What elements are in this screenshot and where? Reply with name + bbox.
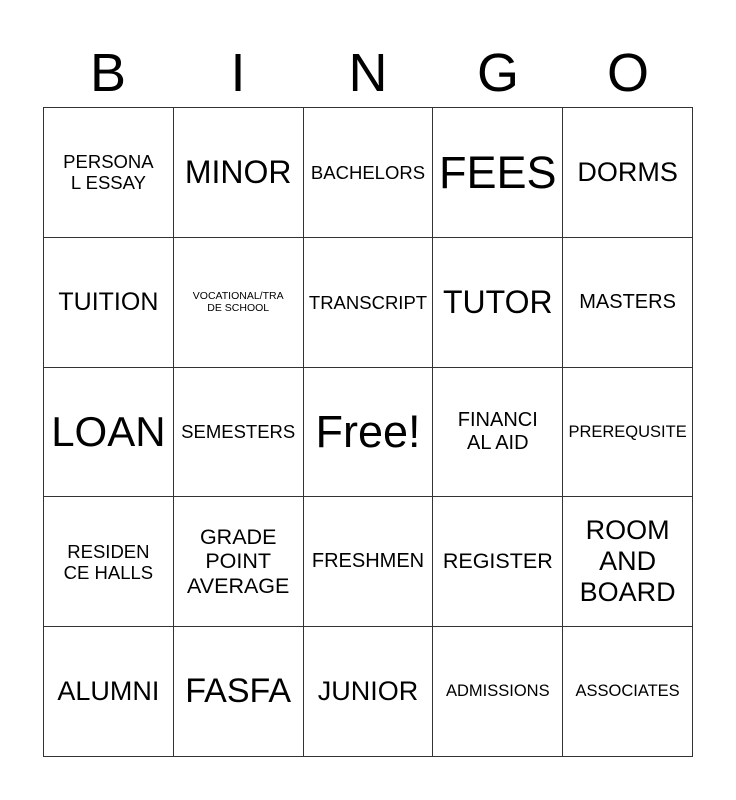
bingo-cell[interactable]: ROOM AND BOARD <box>563 497 693 627</box>
bingo-cell[interactable]: MASTERS <box>563 238 693 368</box>
bingo-cell[interactable]: BACHELORS <box>304 108 434 238</box>
bingo-cell[interactable]: ADMISSIONS <box>433 627 563 757</box>
bingo-cell[interactable]: SEMESTERS <box>174 368 304 498</box>
bingo-cell[interactable]: MINOR <box>174 108 304 238</box>
bingo-cell[interactable]: PERSONAL ESSAY <box>44 108 174 238</box>
bingo-cell[interactable]: PREREQUSITE <box>563 368 693 498</box>
header-letter-i: I <box>230 43 246 103</box>
bingo-cell[interactable]: REGISTER <box>433 497 563 627</box>
bingo-cell[interactable]: TUTOR <box>433 238 563 368</box>
free-space-cell[interactable]: Free! <box>304 368 434 498</box>
bingo-cell[interactable]: FASFA <box>174 627 304 757</box>
bingo-cell[interactable]: JUNIOR <box>304 627 434 757</box>
bingo-cell[interactable]: FRESHMEN <box>304 497 434 627</box>
bingo-cell[interactable]: FINANCIAL AID <box>433 368 563 498</box>
bingo-cell[interactable]: LOAN <box>44 368 174 498</box>
bingo-cell[interactable]: VOCATIONAL/TRADE SCHOOL <box>174 238 304 368</box>
header-letter-b: B <box>89 43 127 103</box>
header-letter-o: O <box>606 43 649 103</box>
bingo-cell[interactable]: GRADE POINT AVERAGE <box>174 497 304 627</box>
header-letter-g: G <box>476 43 519 103</box>
bingo-cell[interactable]: FEES <box>433 108 563 238</box>
bingo-board <box>43 107 693 757</box>
bingo-cell[interactable]: DORMS <box>563 108 693 238</box>
bingo-cell[interactable]: TUITION <box>44 238 174 368</box>
bingo-cell[interactable]: RESIDENCE HALLS <box>44 497 174 627</box>
bingo-header <box>43 40 693 106</box>
bingo-cell[interactable]: ALUMNI <box>44 627 174 757</box>
header-letter-n: N <box>348 43 388 103</box>
bingo-cell[interactable]: ASSOCIATES <box>563 627 693 757</box>
bingo-cell[interactable]: TRANSCRIPT <box>304 238 434 368</box>
